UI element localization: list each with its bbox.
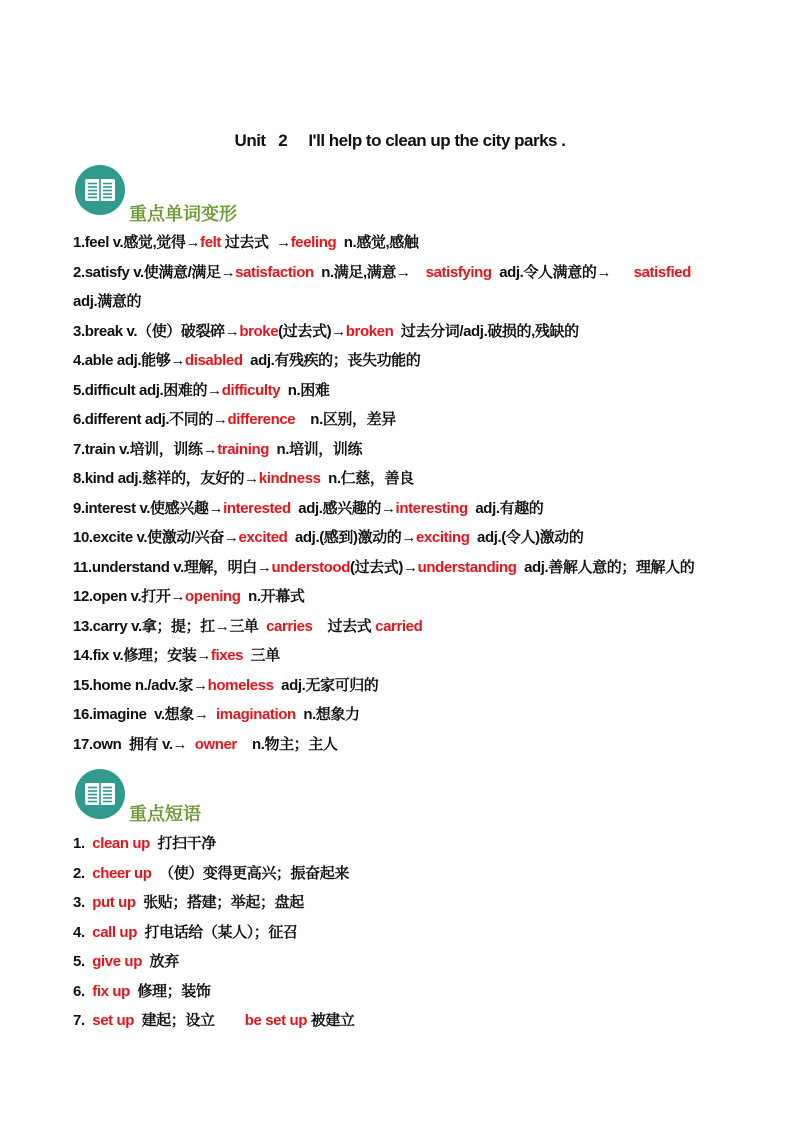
phrase-meaning: 修理；装饰: [129, 982, 211, 1000]
vocab-text: 17.own 拥有 v.→: [73, 735, 195, 753]
vocab-item: [73, 435, 773, 465]
vocab-item: [73, 582, 773, 612]
phrase-meaning: 打扫干净: [149, 835, 216, 852]
vocab-text: n.开幕式: [240, 588, 305, 605]
vocab-text: 6.different adj.不同的→: [73, 411, 228, 428]
vocab-text: 3.break v.（使）破裂碎→: [73, 322, 240, 340]
vocab-item: [73, 228, 773, 258]
vocab-text: 14.fix v.修理；安装→: [73, 647, 211, 664]
vocab-text: 过去式: [312, 617, 376, 635]
vocab-item: [73, 553, 773, 583]
vocab-item: [73, 641, 773, 671]
vocab-text: 13.carry v.拿；提；扛→三单: [73, 617, 267, 635]
vocab-text: (过去式)→: [278, 322, 346, 340]
phrase-meaning: 放弃: [141, 953, 179, 970]
phrase-answer: call up: [92, 923, 137, 941]
vocab-item: [73, 612, 773, 642]
phrase-answer: fix up: [92, 982, 130, 1000]
vocab-item: [73, 494, 773, 524]
phrase-number: 2.: [73, 864, 93, 882]
book-icon: [74, 768, 126, 820]
vocab-item: [73, 523, 773, 553]
section-heading-vocab: 重点单词变形: [129, 204, 237, 225]
vocab-answer: understood: [271, 558, 350, 576]
vocab-answer: excited: [238, 529, 288, 546]
phrase-answer: be set up: [244, 1012, 307, 1029]
phrase-answer: cheer up: [92, 864, 152, 882]
vocab-item: [73, 317, 773, 347]
vocab-text: adj.善解人意的；理解人的: [516, 558, 695, 576]
page-title: Unit 2 I'll help to clean up the city parks .: [234, 131, 566, 150]
vocab-text: 1.feel v.感觉,觉得→: [73, 234, 201, 251]
book-icon: [74, 164, 126, 216]
phrase-item: [73, 888, 773, 918]
vocab-text: 三单: [243, 647, 280, 664]
phrase-answer: put up: [92, 894, 136, 911]
vocab-answer: imagination: [216, 706, 296, 723]
phrase-item: [73, 829, 773, 859]
vocab-item: [73, 464, 773, 494]
vocab-text: 过去分词/adj.破损的,残缺的: [393, 322, 579, 340]
vocab-answer: homeless: [207, 676, 274, 694]
vocab-answer: feeling: [290, 234, 337, 251]
phrase-meaning: 被建立: [306, 1012, 355, 1029]
vocab-item: [73, 700, 773, 730]
vocab-answer: training: [217, 440, 269, 458]
phrase-meaning: （使）变得更高兴；振奋起来: [151, 864, 349, 882]
vocab-text: adj.无家可归的: [273, 676, 379, 694]
phrase-list: [73, 829, 773, 1036]
vocab-text: 7.train v.培训，训练→: [73, 440, 218, 458]
vocab-text: adj.令人满意的→: [491, 263, 634, 281]
phrase-number: 5.: [73, 953, 93, 970]
phrase-meaning: 张贴；搭建；举起；盘起: [135, 894, 304, 911]
vocab-text: 15.home n./adv.家→: [73, 676, 208, 694]
vocab-answer: carries: [266, 617, 313, 635]
vocab-answer: interesting: [395, 499, 468, 517]
vocab-text: n.困难: [280, 381, 330, 399]
phrase-number: 6.: [73, 982, 93, 1000]
phrase-number: 4.: [73, 923, 93, 941]
vocab-item: [73, 258, 773, 317]
vocab-text: adj.有趣的: [467, 499, 544, 517]
vocab-answer: difficulty: [221, 381, 281, 399]
phrase-item: [73, 1006, 773, 1036]
vocab-text: 11.understand v.理解，明白→: [73, 558, 272, 576]
vocab-text: adj.满意的: [73, 293, 142, 310]
vocab-text: n.满足,满意→: [313, 263, 426, 281]
vocab-answer: broken: [345, 322, 394, 340]
vocab-text: n.仁慈，善良: [320, 470, 414, 487]
phrase-number: 3.: [73, 894, 93, 911]
phrase-item: [73, 977, 773, 1007]
phrase-meaning: 建起；设立: [134, 1012, 245, 1029]
vocab-answer: interested: [223, 499, 291, 517]
phrase-item: [73, 859, 773, 889]
vocab-answer: fixes: [210, 647, 244, 664]
vocab-item: [73, 405, 773, 435]
vocab-answer: broke: [239, 322, 279, 340]
vocab-text: n.培训，训练: [269, 440, 363, 458]
vocab-text: n.想象力: [295, 706, 360, 723]
vocab-item: [73, 730, 773, 760]
vocab-answer: exciting: [416, 529, 470, 546]
vocab-item: [73, 376, 773, 406]
vocab-answer: felt: [200, 234, 221, 251]
vocab-text: 5.difficult adj.困难的→: [73, 381, 222, 399]
section-heading-phrases: 重点短语: [129, 804, 201, 825]
vocab-answer: owner: [194, 735, 237, 753]
phrase-answer: set up: [92, 1012, 135, 1029]
vocab-text: adj.感兴趣的→: [290, 499, 396, 517]
vocab-text: (过去式)→: [349, 558, 418, 576]
vocab-answer: disabled: [184, 352, 243, 369]
phrase-answer: clean up: [92, 835, 150, 852]
phrase-item: [73, 947, 773, 977]
vocab-text: n.物主；主人: [236, 735, 338, 753]
vocab-text: 4.able adj.能够→: [73, 352, 185, 369]
vocab-answer: satisfied: [633, 263, 691, 281]
vocab-text: 2.satisfy v.使满意/满足→: [73, 263, 236, 281]
vocab-text: 10.excite v.使激动/兴奋→: [73, 529, 239, 546]
phrase-answer: give up: [92, 953, 142, 970]
vocab-text: n.区别，差异: [295, 411, 396, 428]
phrase-number: 1.: [73, 835, 93, 852]
vocab-answer: opening: [185, 588, 241, 605]
vocab-text: n.感觉,感触: [336, 234, 419, 251]
phrase-item: [73, 918, 773, 948]
vocab-answer: carried: [375, 617, 423, 635]
vocab-item: [73, 346, 773, 376]
vocab-text: 12.open v.打开→: [73, 588, 186, 605]
vocab-text: 过去式 →: [221, 234, 291, 251]
vocab-answer: understanding: [417, 558, 517, 576]
vocab-list: [73, 228, 773, 759]
phrase-meaning: 打电话给（某人）；征召: [136, 923, 298, 941]
vocab-answer: kindness: [258, 470, 321, 487]
vocab-text: adj.(令人)激动的: [469, 529, 584, 546]
vocab-text: adj.有残疾的；丧失功能的: [242, 352, 421, 369]
vocab-answer: satisfying: [425, 263, 492, 281]
vocab-answer: difference: [227, 411, 296, 428]
vocab-text: 9.interest v.使感兴趣→: [73, 499, 224, 517]
vocab-text: adj.(感到)激动的→: [287, 529, 417, 546]
vocab-answer: satisfaction: [235, 263, 314, 281]
vocab-item: [73, 671, 773, 701]
vocab-text: 16.imagine v.想象→: [73, 706, 217, 723]
phrase-number: 7.: [73, 1012, 93, 1029]
vocab-text: 8.kind adj.慈祥的，友好的→: [73, 470, 259, 487]
